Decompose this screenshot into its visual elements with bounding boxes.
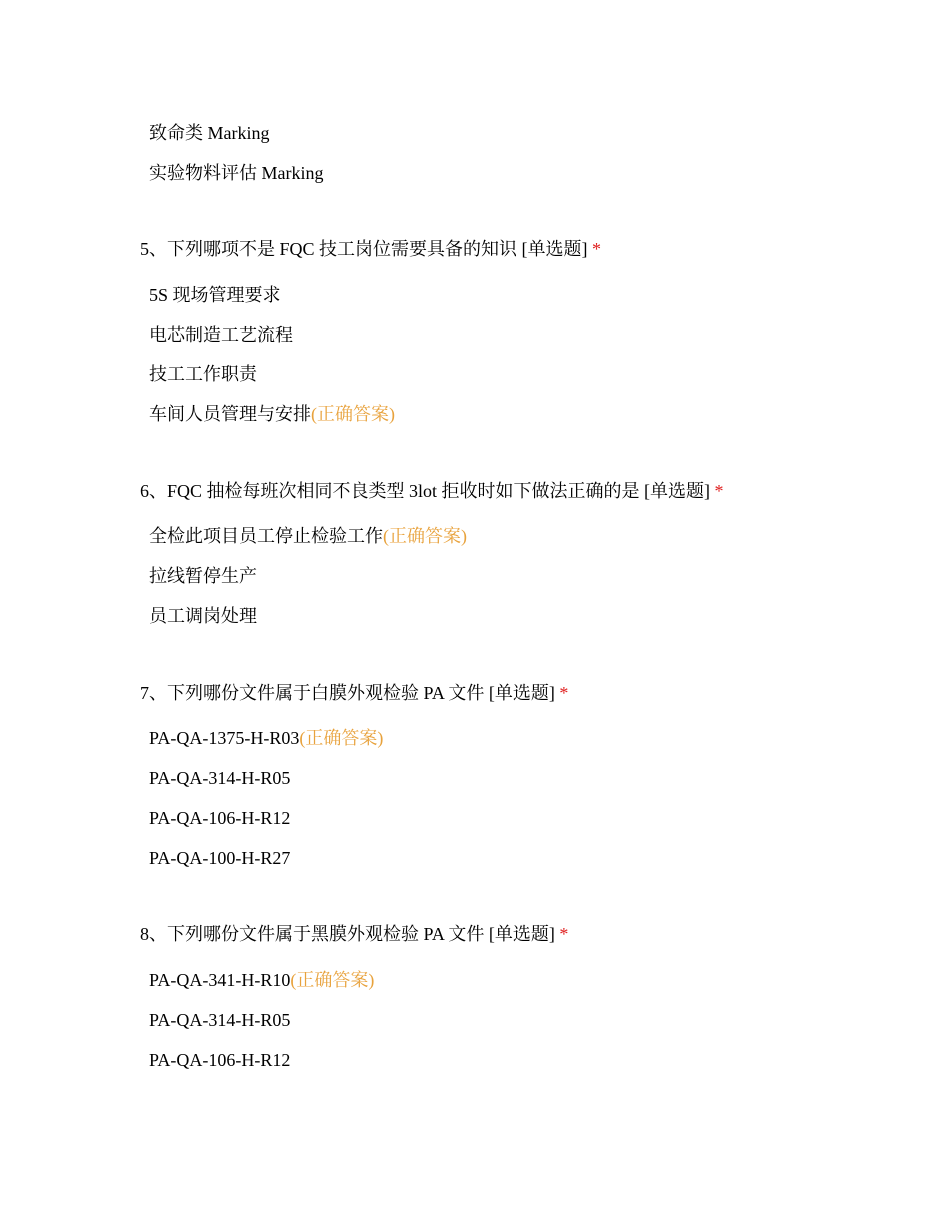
option-item bbox=[149, 565, 257, 587]
option-item bbox=[149, 403, 395, 425]
question-text: 6、FQC 抽检每班次相同不良类型 3lot 拒收时如下做法正确的是 [单选题] bbox=[140, 481, 711, 501]
question-text: 7、下列哪份文件属于白膜外观检验 PA 文件 [单选题] bbox=[140, 683, 555, 703]
correct-answer-tag: (正确答案) bbox=[311, 404, 395, 424]
option-text: 实验物料评估 Marking bbox=[149, 163, 324, 183]
option-item bbox=[149, 807, 290, 829]
option-item bbox=[149, 284, 281, 306]
option-item bbox=[149, 324, 293, 346]
option-item bbox=[149, 1009, 290, 1031]
option-text: 5S 现场管理要求 bbox=[149, 285, 281, 305]
question-title bbox=[140, 923, 568, 945]
required-mark: * bbox=[714, 481, 724, 501]
option-text: 全检此项目员工停止检验工作 bbox=[149, 526, 383, 546]
question-text: 8、下列哪份文件属于黑膜外观检验 PA 文件 [单选题] bbox=[140, 924, 555, 944]
option-text: PA-QA-100-H-R27 bbox=[149, 848, 291, 868]
question-title bbox=[140, 238, 601, 260]
option-text: PA-QA-106-H-R12 bbox=[149, 1050, 291, 1070]
required-mark: * bbox=[559, 924, 569, 944]
required-mark: * bbox=[559, 683, 569, 703]
option-text: PA-QA-106-H-R12 bbox=[149, 808, 291, 828]
option-text: PA-QA-341-H-R10 bbox=[149, 970, 291, 990]
option-item bbox=[149, 727, 383, 749]
correct-answer-tag: (正确答案) bbox=[290, 970, 375, 990]
option-text: PA-QA-314-H-R05 bbox=[149, 1010, 291, 1030]
option-item bbox=[149, 767, 290, 789]
correct-answer-tag: (正确答案) bbox=[299, 728, 384, 748]
option-text: PA-QA-1375-H-R03 bbox=[149, 728, 300, 748]
option-text: 致命类 Marking bbox=[149, 123, 270, 143]
option-text: 车间人员管理与安排 bbox=[149, 404, 311, 424]
option-text: 拉线暂停生产 bbox=[149, 566, 257, 586]
option-text: 电芯制造工艺流程 bbox=[149, 325, 293, 345]
question-title bbox=[140, 682, 568, 704]
option-item bbox=[149, 1049, 290, 1071]
correct-answer-tag: (正确答案) bbox=[383, 526, 467, 546]
option-item bbox=[149, 363, 257, 385]
option-item bbox=[149, 969, 374, 991]
option-item bbox=[149, 605, 257, 627]
option-item bbox=[149, 122, 270, 144]
required-mark: * bbox=[592, 239, 602, 259]
option-text: 员工调岗处理 bbox=[149, 606, 257, 626]
question-title bbox=[140, 480, 724, 502]
option-item bbox=[149, 847, 290, 869]
option-item bbox=[149, 525, 467, 547]
option-text: 技工工作职责 bbox=[149, 364, 257, 384]
option-text: PA-QA-314-H-R05 bbox=[149, 768, 291, 788]
question-text: 5、下列哪项不是 FQC 技工岗位需要具备的知识 [单选题] bbox=[140, 239, 588, 259]
option-item bbox=[149, 162, 324, 184]
